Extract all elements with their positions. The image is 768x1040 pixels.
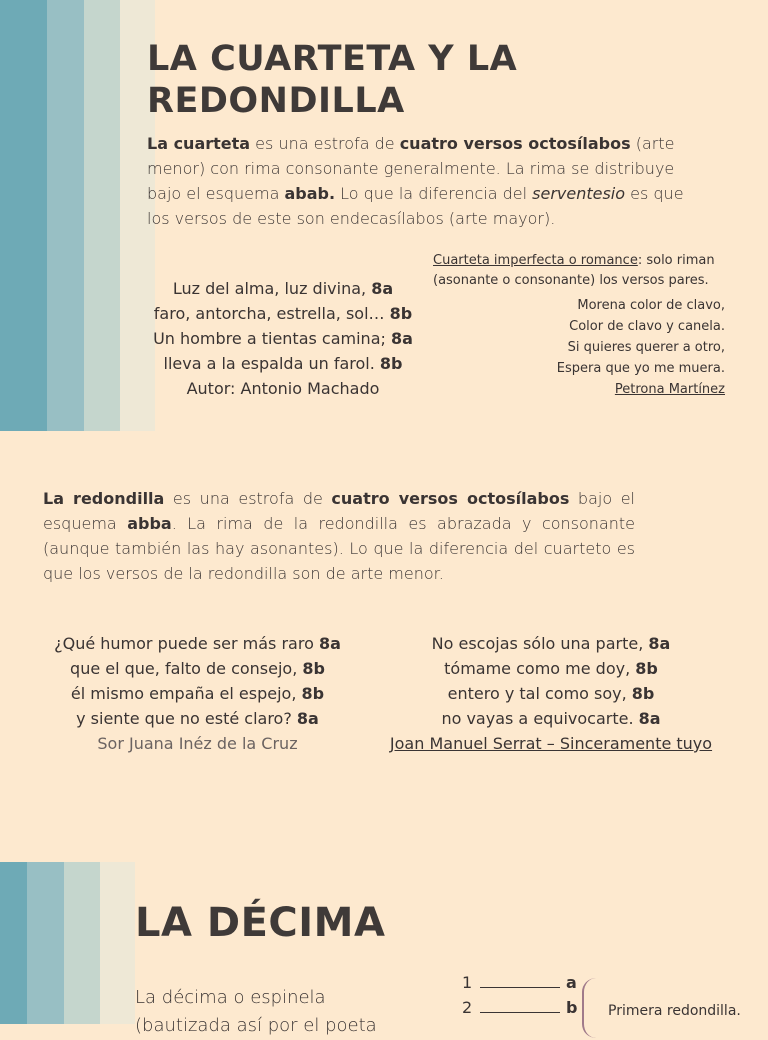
romance-link[interactable]: Cuarteta imperfecta o romance — [433, 253, 638, 268]
section-title-decima: LA DÉCIMA — [135, 900, 386, 946]
decorative-stripes-bottom — [0, 862, 135, 1024]
blank-line — [480, 971, 560, 988]
verse-line: Un hombre a tientas camina; 8a — [153, 329, 413, 348]
bracket-icon — [582, 978, 598, 1038]
rhyme-scheme — [462, 970, 577, 1020]
term-cuarteta: La cuarteta — [147, 134, 251, 153]
verse-line: tómame como me doy, 8b — [444, 659, 658, 678]
verse-line: Morena color de clavo, — [577, 298, 725, 313]
poem-author-link[interactable]: Petrona Martínez — [614, 382, 725, 397]
decorative-stripes-top — [0, 0, 155, 431]
verse-line: Luz del alma, luz divina, 8a — [172, 279, 394, 298]
verse-line: lleva a la espalda un farol. 8b — [163, 354, 403, 373]
scheme-row: 1 a — [462, 973, 577, 992]
verse-line: y siente que no esté claro? 8a — [76, 709, 319, 728]
redondilla-definition: La redondilla es una estrofa de cuatro versos octosílabos bajo el esquema abba. La rima de la redondilla es abrazada y consonante (aunque también las hay asonantes). Lo que la diferencia del cuarteto es que los versos de la redondilla son de arte menor. — [43, 489, 636, 583]
poem-author-link[interactable]: Joan Manuel Serrat – Sinceramente tuyo — [389, 734, 713, 753]
verse-line: No escojas sólo una parte, 8a — [431, 634, 671, 653]
verse-line: Espera que yo me muera. — [556, 361, 725, 376]
bracket-label: Primera redondilla. — [608, 1003, 741, 1019]
poem-author: Sor Juana Inéz de la Cruz — [97, 734, 298, 753]
verse-line: él mismo empaña el espejo, 8b — [70, 684, 325, 703]
romance-note: Cuarteta imperfecta o romance: solo riman (asonante o consonante) los versos pares. — [433, 253, 715, 288]
poem-author: Autor: Antonio Machado — [186, 379, 380, 398]
poem-serrat — [380, 631, 722, 756]
poem-romance — [480, 295, 725, 400]
poem-machado — [148, 276, 418, 401]
verse-line: no vayas a equivocarte. 8a — [441, 709, 661, 728]
verse-line: faro, antorcha, estrella, sol… 8b — [153, 304, 413, 323]
verse-line: entero y tal como soy, 8b — [447, 684, 655, 703]
blank-line — [480, 996, 560, 1013]
verse-line: Si quieres querer a otro, — [567, 340, 725, 355]
term-redondilla: La redondilla — [43, 489, 165, 508]
scheme-row: 2 b — [462, 998, 578, 1017]
verse-line: que el que, falto de consejo, 8b — [70, 659, 325, 678]
verse-line: ¿Qué humor puede ser más raro 8a — [54, 634, 341, 653]
decima-definition: La décima o espinela (bautizada así por el poeta — [135, 987, 377, 1036]
section-title-cuarteta: LA CUARTETA Y LA REDONDILLA — [147, 39, 518, 121]
verse-line: Color de clavo y canela. — [569, 319, 725, 334]
poem-sor-juana — [40, 631, 355, 756]
cuarteta-definition: La cuarteta es una estrofa de cuatro versos octosílabos (arte menor) con rima consonante generalmente. La rima se distribuye bajo el esquema abab. Lo que la diferencia del serventesio es que los versos de este son endecasílabos (arte mayor). — [147, 134, 684, 228]
